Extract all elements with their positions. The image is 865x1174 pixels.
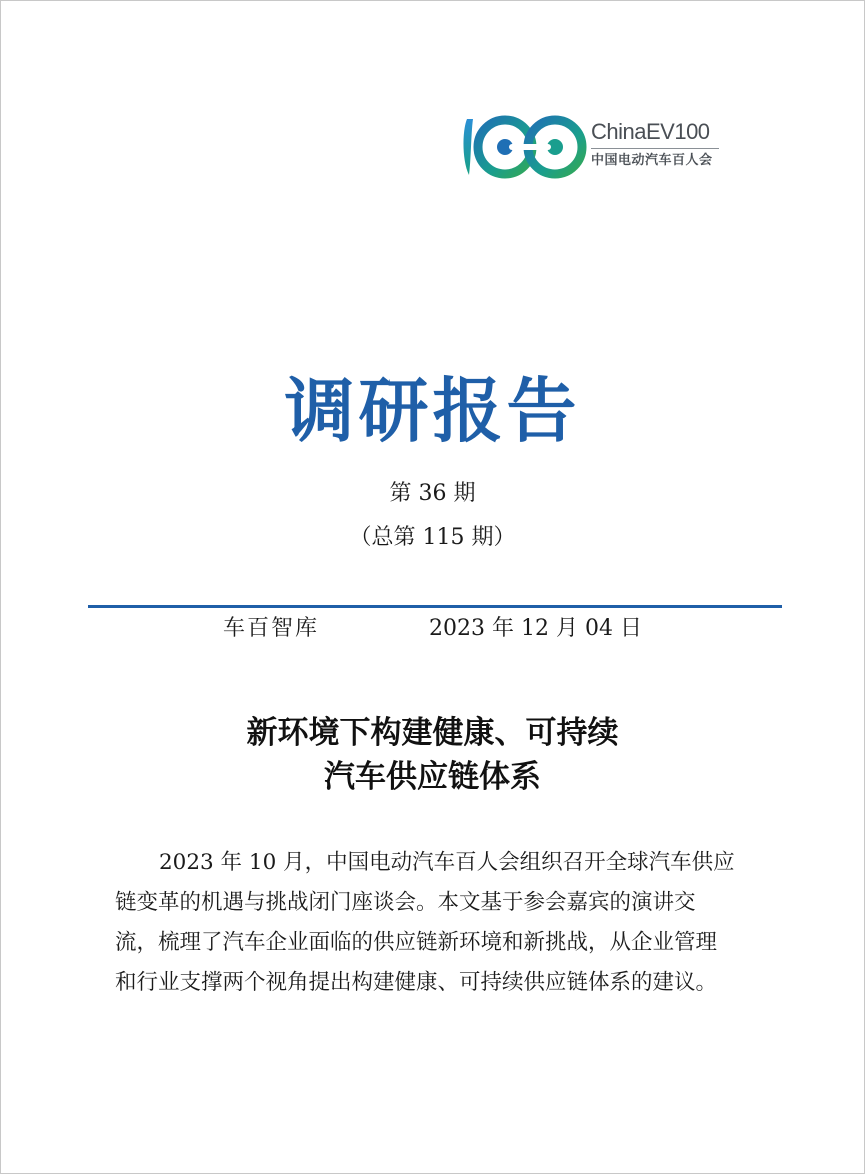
chinaev100-logo xyxy=(459,113,729,179)
abstract-line: 和行业支撑两个视角提出构建健康、可持续供应链体系的建议。 xyxy=(115,970,718,995)
ev100-mark-icon xyxy=(459,113,587,179)
article-title-line-1: 新环境下构建健康、可持续 xyxy=(246,715,619,751)
logo-text xyxy=(591,119,731,170)
abstract-line: 2023 年 10 月，中国电动汽车百人会组织召开全球汽车供应 xyxy=(159,850,735,875)
report-title: 调研报告 xyxy=(284,370,581,452)
total-issue-number: （总第 115 期） xyxy=(349,525,516,550)
publish-date: 2023 年 12 月 04 日 xyxy=(429,616,642,641)
abstract-paragraph xyxy=(115,843,755,1003)
issue-number: 第 36 期 xyxy=(389,481,476,506)
article-title-line-2: 汽车供应链体系 xyxy=(324,759,541,795)
logo-brand-cn: 中国电动汽车百人会 xyxy=(591,153,713,168)
header-divider xyxy=(88,605,782,608)
logo-divider xyxy=(591,148,719,149)
logo-brand-en: ChinaEV100 xyxy=(591,119,710,144)
publisher-name: 车百智库 xyxy=(223,616,320,641)
abstract-line: 链变革的机遇与挑战闭门座谈会。本文基于参会嘉宾的演讲交 xyxy=(115,890,696,915)
abstract-line: 流，梳理了汽车企业面临的供应链新环境和新挑战，从企业管理 xyxy=(115,930,718,955)
